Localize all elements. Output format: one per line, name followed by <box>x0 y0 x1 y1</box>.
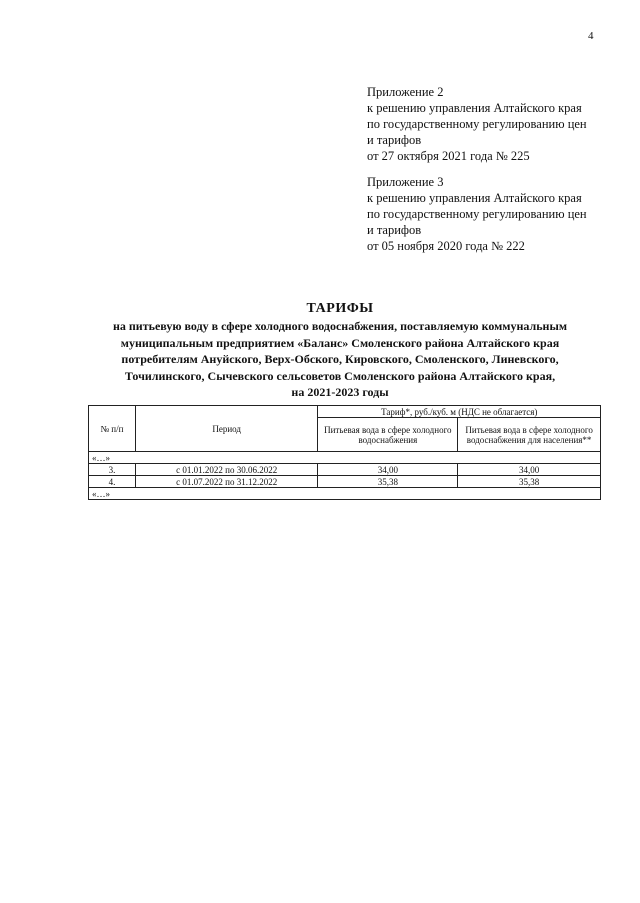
appendix-3-line: и тарифов <box>367 223 422 237</box>
appendix-2-line: к решению управления Алтайского края <box>367 101 582 115</box>
cell-cold-water-supply: 34,00 <box>318 464 458 476</box>
page-number: 4 <box>588 30 594 42</box>
subtitle-line: Точилинского, Сычевского сельсоветов Смоленского района Алтайского края, <box>124 368 556 383</box>
header-cold-water-supply: Питьевая вода в сфере холодного водоснабжения <box>318 418 458 452</box>
table-row <box>89 464 601 476</box>
appendix-3-line: от 05 ноября 2020 года № 222 <box>367 239 525 253</box>
ellipsis-bottom: «…» <box>89 488 601 500</box>
table-ellipsis-row <box>89 488 601 500</box>
header-num: № п/п <box>89 406 136 452</box>
cell-population: 34,00 <box>458 464 601 476</box>
subtitle-line: муниципальным предприятием «Баланс» Смоленского района Алтайского края <box>120 335 560 350</box>
header-period: Период <box>135 406 318 452</box>
appendix-3-line: к решению управления Алтайского края <box>367 191 582 205</box>
appendix-2-line: от 27 октября 2021 года № 225 <box>367 149 530 163</box>
table-header-row <box>89 406 601 418</box>
table-row <box>89 476 601 488</box>
document-subtitle <box>60 318 620 401</box>
table-ellipsis-row <box>89 452 601 464</box>
appendix-2-line: по государственному регулированию цен <box>367 117 587 131</box>
cell-num: 3. <box>89 464 136 476</box>
appendix-3-block <box>367 174 587 254</box>
cell-period: с 01.07.2022 по 31.12.2022 <box>135 476 318 488</box>
cell-period: с 01.01.2022 по 30.06.2022 <box>135 464 318 476</box>
subtitle-line: потребителям Ануйского, Верх-Обского, Кировского, Смоленского, Линевского, <box>121 352 559 366</box>
subtitle-line: на питьевую воду в сфере холодного водоснабжения, поставляемую коммунальным <box>112 319 568 333</box>
appendix-2-block <box>367 84 587 164</box>
header-population: Питьевая вода в сфере холодного водоснабжения для населения** <box>458 418 601 452</box>
cell-population: 35,38 <box>458 476 601 488</box>
appendix-3-line: по государственному регулированию цен <box>367 207 587 221</box>
appendix-3-line: Приложение 3 <box>367 175 444 189</box>
header-tariff-group: Тариф*, руб./куб. м (НДС не облагается) <box>318 406 601 418</box>
document-title: ТАРИФЫ <box>306 301 374 316</box>
appendix-2-line: и тарифов <box>367 133 422 147</box>
appendix-2-line: Приложение 2 <box>367 85 444 99</box>
document-title-block <box>60 300 620 401</box>
ellipsis-top: «…» <box>89 452 601 464</box>
cell-cold-water-supply: 35,38 <box>318 476 458 488</box>
cell-num: 4. <box>89 476 136 488</box>
tariff-table <box>88 405 601 500</box>
subtitle-line: на 2021-2023 годы <box>291 385 389 399</box>
